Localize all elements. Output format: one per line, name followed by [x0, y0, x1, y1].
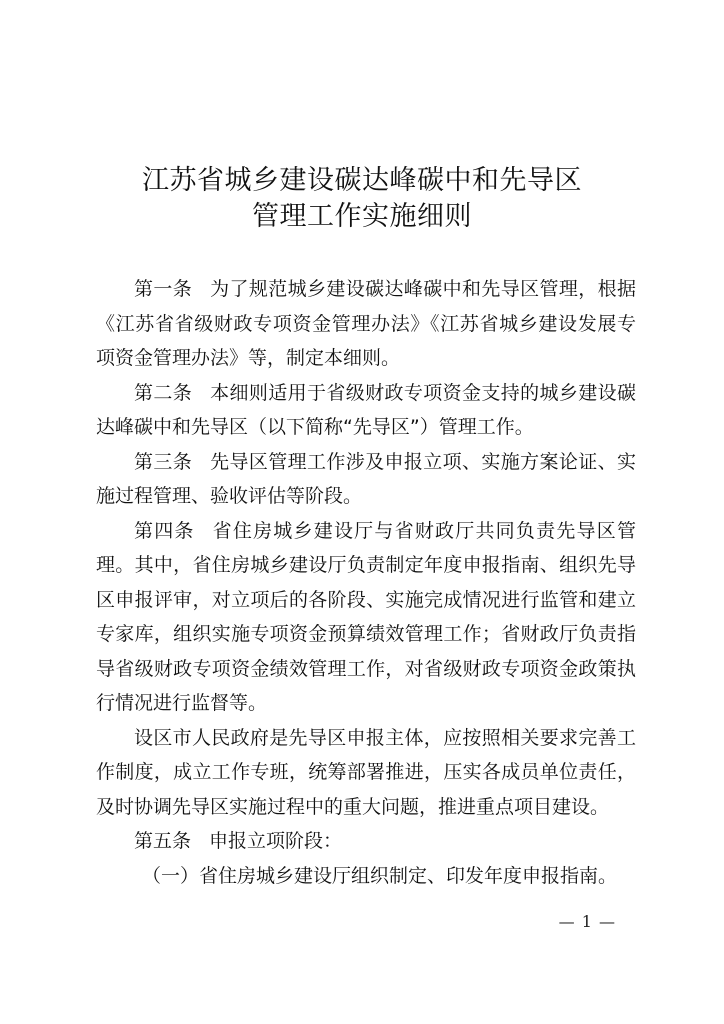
article-text: 申报立项阶段：	[209, 830, 343, 852]
article-3	[96, 445, 636, 514]
article-label: 第二条	[134, 381, 193, 404]
document-body	[96, 272, 636, 893]
article-4-continuation	[96, 721, 636, 825]
article-4	[96, 514, 636, 721]
article-2	[96, 376, 636, 445]
article-text: 省住房城乡建设厅与省财政厅共同负责先导区管理。其中，省住房城乡建设厅负责制定年度申报指南、组织先导区申报评审，对立项后的各阶段、实施完成情况进行监管和建立专家库，组织实施专项资金预算绩效管理工作；省财政厅负责指导省级财政专项资金绩效管理工作，对省级财政专项资金政策执行情况进行监督等。	[96, 519, 636, 714]
article-5-item-1: （一）省住房城乡建设厅组织制定、印发年度申报指南。	[142, 864, 618, 887]
article-5	[96, 824, 636, 859]
article-label: 第三条	[134, 450, 193, 473]
document-title-line-1: 江苏省城乡建设碳达峰碳中和先导区	[142, 165, 582, 196]
article-text: 本细则适用于省级财政专项资金支持的城乡建设碳达峰碳中和先导区（以下简称“先导区”）管理工作。	[96, 381, 636, 438]
article-label: 第五条	[134, 830, 192, 852]
page-number: — 1 —	[558, 912, 616, 931]
article-text: 为了规范城乡建设碳达峰碳中和先导区管理，根据《江苏省省级财政专项资金管理办法》《江苏省城乡建设发展专项资金管理办法》等，制定本细则。	[96, 278, 636, 369]
article-1	[96, 272, 636, 376]
article-label: 第四条	[134, 519, 195, 542]
article-text: 先导区管理工作涉及申报立项、实施方案论证、实施过程管理、验收评估等阶段。	[96, 450, 636, 507]
article-text: 设区市人民政府是先导区申报主体，应按照相关要求完善工作制度，成立工作专班，统筹部署推进，压实各成员单位责任，及时协调先导区实施过程中的重大问题，推进重点项目建设。	[96, 726, 636, 818]
article-label: 第一条	[134, 278, 193, 300]
document-title-line-2: 管理工作实施细则	[252, 201, 472, 232]
